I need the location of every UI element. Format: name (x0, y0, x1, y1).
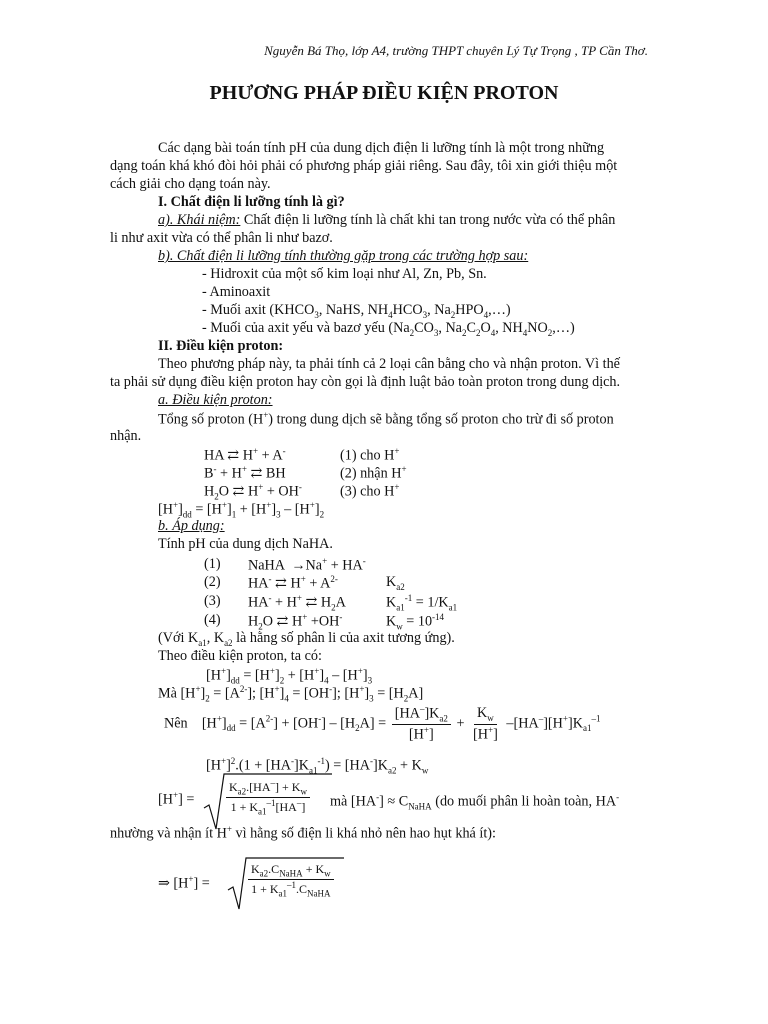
sqrt-expression-1: $\frac{K_{a2}.[HA^-] + K_w}{1 + K_{a1}^{-1}[HA^-]}$ (204, 772, 334, 832)
reaction-3-number: (3) (204, 593, 221, 609)
page-title: PHƯƠNG PHÁP ĐIỀU KIỆN PROTON (209, 82, 559, 104)
reaction-4-constant: $K_w = 10^{-14}$ (386, 612, 445, 632)
definition-line-2: li như axit vừa có thể phân li như bazơ. (110, 230, 333, 246)
author-line: Nguyễn Bá Thọ, lớp A4, trường THPT chuyên Lý Tự Trọng , TP Cần Thơ. (264, 43, 648, 58)
proton-condition-label: a. Điều kiện proton: (158, 392, 273, 408)
constants-note: (Với $K_{a1}$, $K_{a2}$ là hằng số phân li của axit tương ứng). (158, 630, 455, 648)
equilibrium-3-note: (3) cho H+ (340, 482, 400, 500)
reaction-3-constant: $K_{a1}^{-1} = 1/K_{a1}$ (386, 593, 458, 613)
proton-sum-line: Tổng số proton (H+) trong dung dịch sẽ bằng tổng số proton cho trừ đi số proton (158, 410, 614, 428)
reaction-2: HA- ⇄ $H^+ + A^{2-}$ (248, 574, 338, 592)
squared-equation: $[H^+]^2.(1 + [HA^-]K_{a1}^{-1}) = [HA^-]K_{a2} + K_w$ (206, 756, 429, 776)
approximation-text-2: nhường và nhận ít H+ vì hằng số điện li khá nhỏ nên hao hụt khá ít): (110, 824, 496, 842)
section-2-heading: II. Điều kiện proton: (158, 338, 284, 354)
equilibrium-2: B- + H+ ⇄ BH (204, 464, 286, 482)
approximation-text: mà $[HA^-] \approx C_{NaHA}$ (do muối phân li hoàn toàn, HA- (330, 792, 620, 812)
reaction-1: NaHA →Na+ + HA- (248, 556, 366, 574)
section-1-heading: I. Chất điện li lưỡng tính là gì? (158, 194, 345, 210)
intro-line-1: Các dạng bài toán tính pH của dung dịch điện li lưỡng tính là một trong những (158, 140, 605, 156)
proton-condition-eq: $[H^+]_{dd} = [H^+]_2 + [H^+]_4 - [H^+]_3$ (206, 666, 373, 686)
cases-label: b). Chất điện li lưỡng tính thường gặp trong các trường hợp sau: (158, 248, 529, 264)
equilibrium-2-note: (2) nhận H+ (340, 464, 407, 482)
case-item-2: - Aminoaxit (202, 284, 271, 300)
proton-condition-intro: Theo điều kiện proton, ta có: (158, 648, 322, 664)
method-line-1: Theo phương pháp này, ta phải tính cả 2 loại cân bằng cho và nhận proton. Vì thế (158, 356, 620, 372)
equilibrium-1: HA ⇄ H+ + A- (204, 446, 286, 464)
h-equals-label: [H+] = (158, 790, 195, 808)
proton-balance-equation: $[H^+]_{dd} = [H^+]_1 + [H^+]_3 - [H^+]_2$ (158, 500, 325, 520)
method-line-2: ta phải sử dụng điều kiện proton hay còn gọi là định luật bảo toàn proton trong dung dịch. (110, 374, 621, 390)
expanded-equation: Nên $[H^+]_{dd} = [A^{2-}] + [OH^-] - [H_2A]$ = $\frac{[HA^-]K_{a2}}{[H^+]}$ + $\frac{K_w}{[H^+]}$ $-[HA^-][H^+]K_{a1}^{-1}$ (164, 704, 601, 744)
sqrt-expression-2: $\frac{K_{a2}.C_{NaHA} + K_w}{1 + K_{a1}^{-1}.C_{NaHA}}$ (228, 856, 346, 912)
proton-sum-line-2: nhận. (110, 428, 142, 444)
definition-line (158, 212, 615, 228)
equilibrium-1-note: (1) cho H+ (340, 446, 400, 464)
substitution-line: Mà $[H^+]_2 = [A^{2-}]$; $[H^+]_4 = [OH^-]$; $[H^+]_3 = [H_2A]$ (158, 684, 424, 704)
case-item-1: - Hidroxit của một số kim loại như Al, Zn, Pb, Sn. (202, 266, 487, 282)
result-label: ⇒ [H+] = (158, 874, 210, 892)
reaction-4: $H_2O$ ⇄ H+ +OH- (248, 612, 343, 632)
equilibrium-3: $H_2O$ ⇄ H+ + OH- (204, 482, 302, 502)
reaction-1-number: (1) (204, 556, 221, 572)
application-task: Tính pH của dung dịch NaHA. (158, 536, 333, 552)
definition-text: Chất điện li lưỡng tính là chất khi tan trong nước vừa có thể phân (240, 212, 616, 228)
application-label: b. Áp dụng: (158, 518, 225, 534)
reaction-4-number: (4) (204, 612, 221, 628)
reaction-2-constant: $K_{a2}$ (386, 574, 405, 592)
case-item-3: - Muối axit ($KHCO_3$, NaHS, $NH_4HCO_3$, $Na_2HPO_4,\dots$) (202, 302, 511, 320)
intro-line-2: dạng toán khá khó đòi hỏi phải có phương pháp giải riêng. Sau đây, tôi xin giới thiệu một (110, 158, 618, 174)
reaction-3: HA- + H+ ⇄ $H_2A$ (248, 593, 346, 613)
definition-label: a). Khái niệm: (158, 212, 241, 228)
case-item-4: - Muối của axit yếu và bazơ yếu ($Na_2CO_3$, $Na_2C_2O_4$, $NH_4NO_2,\dots$) (202, 320, 575, 338)
reaction-2-number: (2) (204, 574, 221, 590)
intro-line-3: cách giải cho dạng toán này. (110, 176, 271, 192)
